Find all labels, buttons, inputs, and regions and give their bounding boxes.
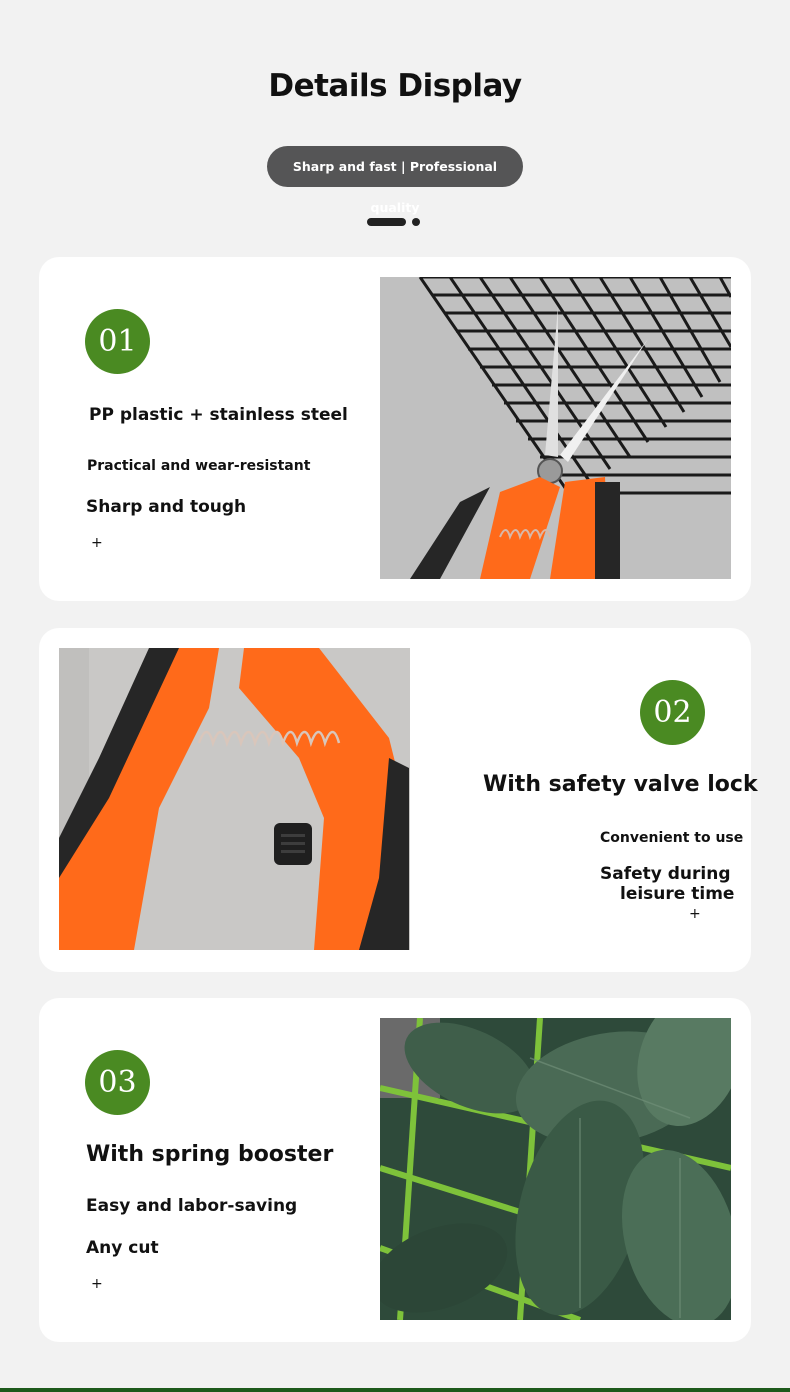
feature-line: With safety valve lock — [483, 772, 758, 797]
feature-line: Any cut — [86, 1238, 159, 1258]
feature-card-2 — [39, 628, 758, 972]
feature-line: Safety during — [600, 864, 731, 884]
plus-icon: + — [91, 1276, 103, 1292]
feature-number-badge: 01 — [85, 309, 150, 374]
page-title: Details Display — [268, 68, 522, 104]
feature-number-badge: 03 — [85, 1050, 150, 1115]
feature-line: Practical and wear-resistant — [87, 458, 311, 474]
bottom-accent-line — [0, 1388, 790, 1392]
feature-line: leisure time — [620, 884, 735, 904]
feature-line: PP plastic + stainless steel — [89, 405, 348, 425]
scissors-closeup-photo — [380, 277, 731, 579]
subtitle-badge: Sharp and fast | Professional quality — [267, 146, 523, 187]
feature-card-1 — [39, 257, 751, 601]
inactive-slide-indicator — [412, 218, 420, 226]
plus-icon: + — [91, 535, 103, 551]
feature-number-badge: 02 — [640, 680, 705, 745]
feature-line: Sharp and tough — [86, 497, 247, 517]
feature-line: Easy and labor-saving — [86, 1196, 298, 1216]
feature-card-3 — [39, 998, 751, 1342]
safety-lock-photo — [59, 648, 410, 950]
feature-line: With spring booster — [86, 1142, 334, 1167]
leaves-photo — [380, 1018, 731, 1320]
feature-line: Convenient to use — [600, 830, 744, 846]
plus-icon: + — [689, 906, 701, 922]
active-slide-indicator — [367, 218, 406, 226]
